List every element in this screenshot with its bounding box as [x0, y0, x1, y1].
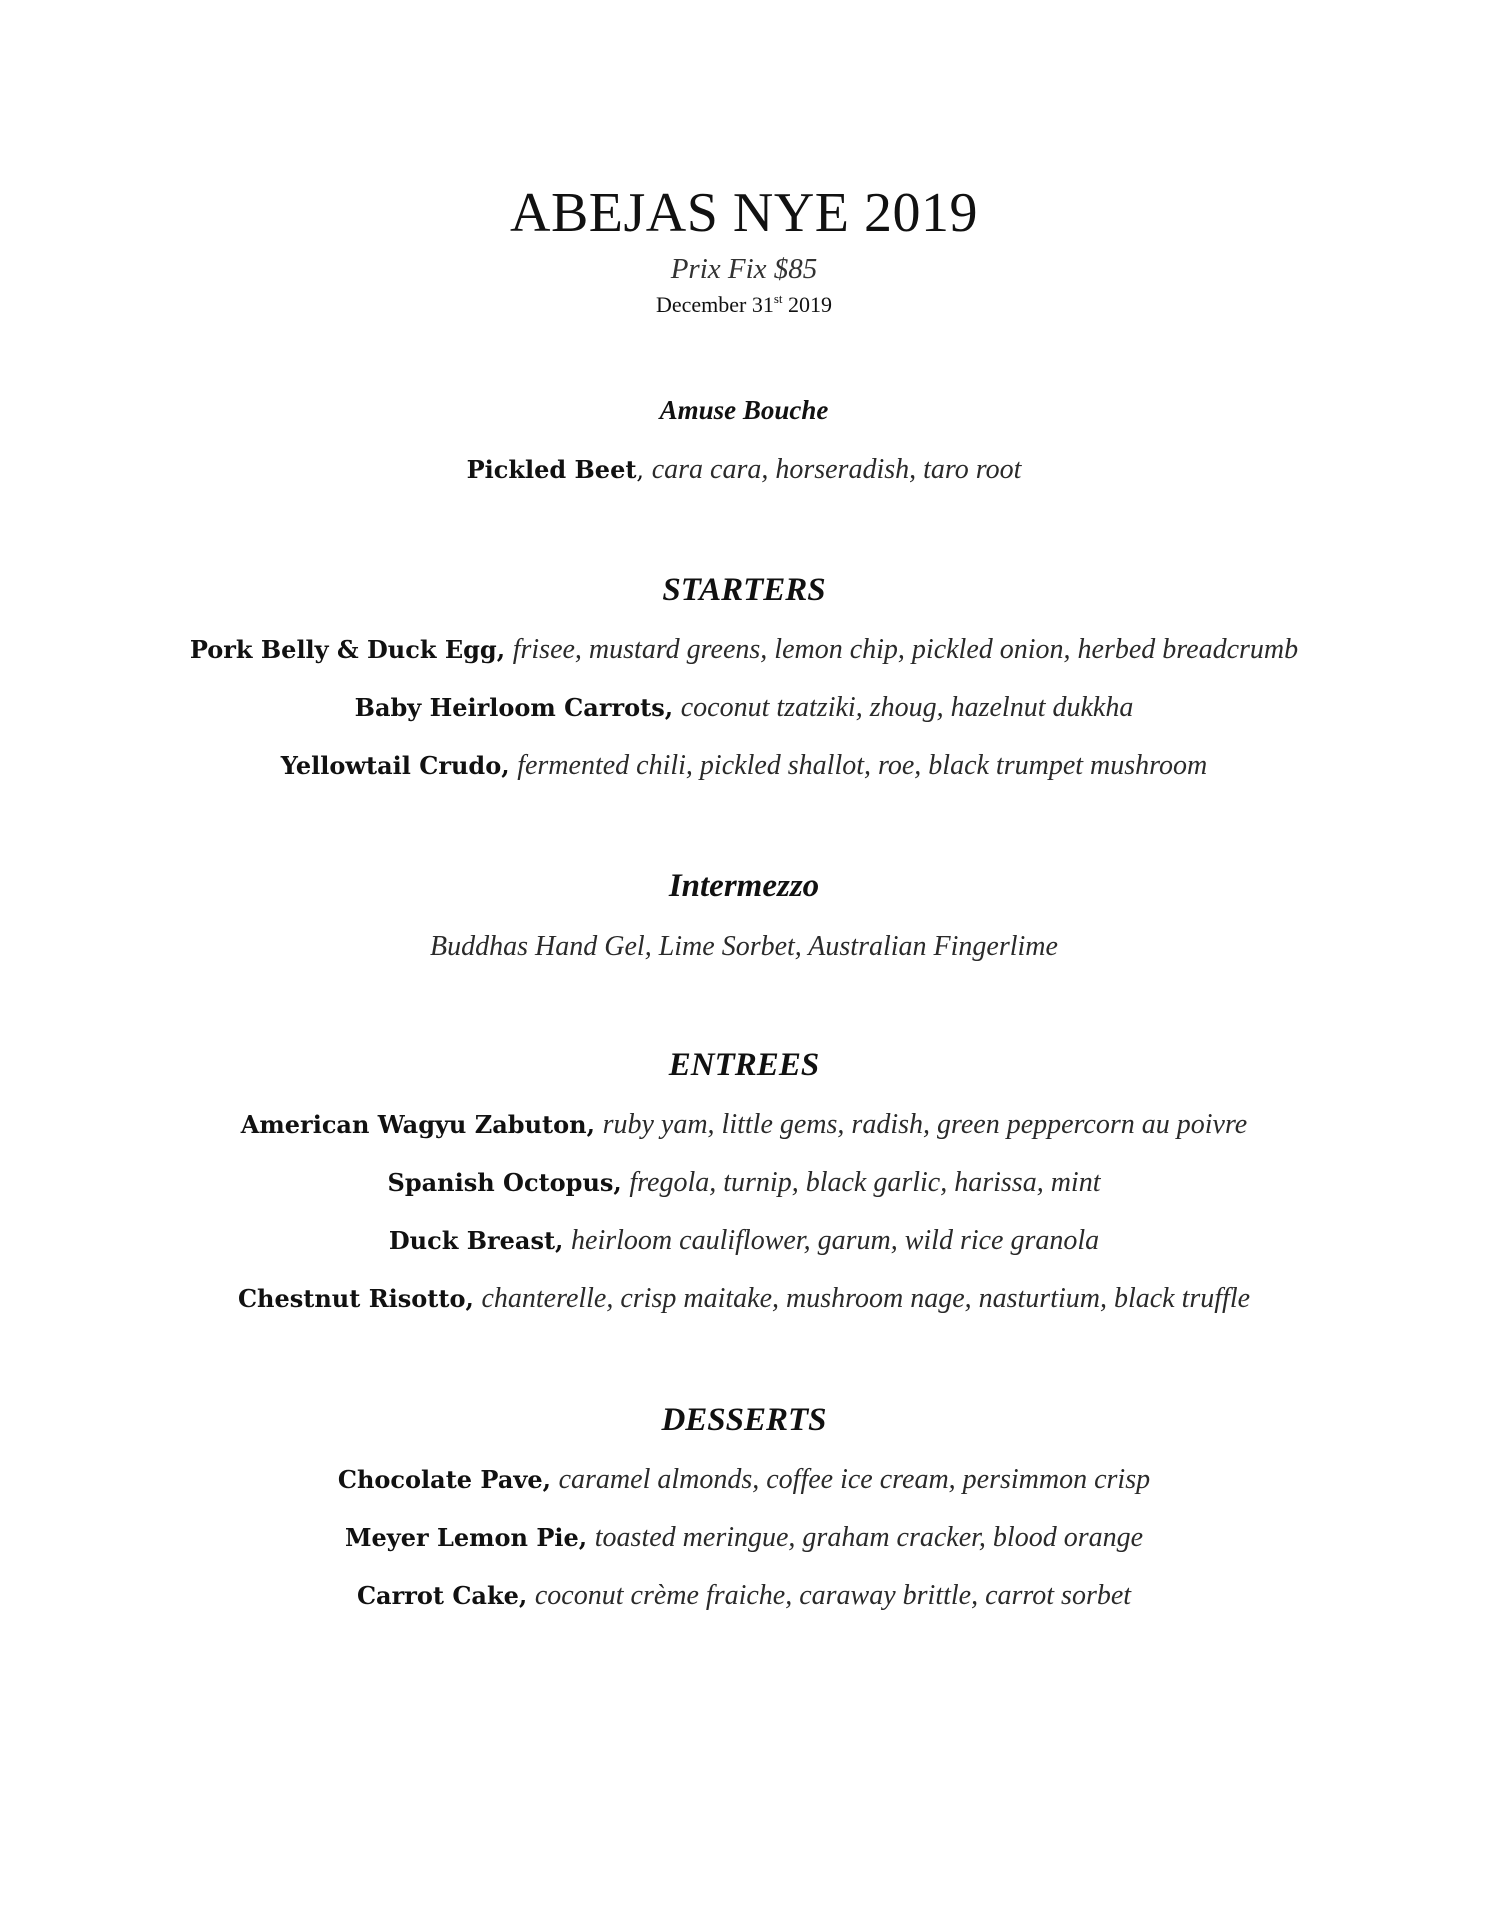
date-month-day: December 31 — [655, 292, 774, 317]
item-name: Baby Heirloom Carrots, — [354, 693, 674, 722]
date-year: 2019 — [788, 292, 833, 317]
menu-title: ABEJAS NYE 2019 — [510, 182, 978, 244]
menu-item — [0, 690, 1488, 726]
item-description: caramel almonds, coffee ice cream, persimmon crisp — [558, 1464, 1151, 1495]
item-description: coconut crème fraiche, caraway brittle, carrot sorbet — [534, 1580, 1132, 1611]
prix-fixe-price: Prix Fix $85 — [670, 253, 818, 285]
item-name: Meyer Lemon Pie, — [344, 1523, 588, 1552]
item-name: Pickled Beet — [466, 455, 637, 484]
item-description: coconut tzatziki, zhoug, hazelnut dukkha — [680, 692, 1134, 723]
menu-item — [0, 1520, 1488, 1556]
section-heading-amuse-bouche: Amuse Bouche — [659, 395, 829, 425]
item-description: cara cara, horseradish, taro root — [651, 454, 1022, 485]
item-separator: , — [636, 456, 652, 484]
menu-item — [0, 1107, 1488, 1143]
item-description: fregola, turnip, black garlic, harissa, mint — [629, 1167, 1101, 1198]
section-heading-intermezzo: Intermezzo — [668, 868, 820, 904]
section-heading-entrees: ENTREES — [668, 1047, 820, 1083]
item-description: heirloom cauliflower, garum, wild rice granola — [571, 1225, 1100, 1256]
item-description: fermented chili, pickled shallot, roe, black trumpet mushroom — [517, 750, 1208, 781]
item-name: Pork Belly & Duck Egg, — [189, 635, 506, 664]
intermezzo-description: Buddhas Hand Gel, Lime Sorbet, Australian Fingerlime — [430, 931, 1058, 962]
item-description: chanterelle, crisp maitake, mushroom nage, nasturtium, black truffle — [481, 1283, 1251, 1314]
item-name: Chocolate Pave, — [337, 1465, 551, 1494]
item-description: toasted meringue, graham cracker, blood orange — [594, 1522, 1144, 1553]
section-heading-desserts: DESSERTS — [661, 1402, 827, 1438]
menu-item — [0, 1165, 1488, 1201]
item-name: Spanish Octopus, — [387, 1168, 622, 1197]
menu-item — [0, 1578, 1488, 1614]
menu-item — [0, 452, 1488, 488]
item-name: Yellowtail Crudo, — [280, 751, 510, 780]
date-ordinal: st — [773, 291, 783, 306]
menu-item — [0, 1223, 1488, 1259]
item-name: American Wagyu Zabuton, — [240, 1110, 595, 1139]
item-name: Carrot Cake, — [356, 1581, 528, 1610]
item-description: frisee, mustard greens, lemon chip, pickled onion, herbed breadcrumb — [512, 634, 1299, 665]
menu-date — [0, 290, 1488, 320]
menu-item — [0, 1462, 1488, 1498]
menu-item — [0, 632, 1488, 668]
item-name: Chestnut Risotto, — [237, 1284, 474, 1313]
section-heading-starters: STARTERS — [662, 572, 826, 608]
menu-item — [0, 1281, 1488, 1317]
item-description: ruby yam, little gems, radish, green peppercorn au poivre — [602, 1109, 1248, 1140]
item-name: Duck Breast, — [388, 1226, 564, 1255]
menu-item — [0, 748, 1488, 784]
